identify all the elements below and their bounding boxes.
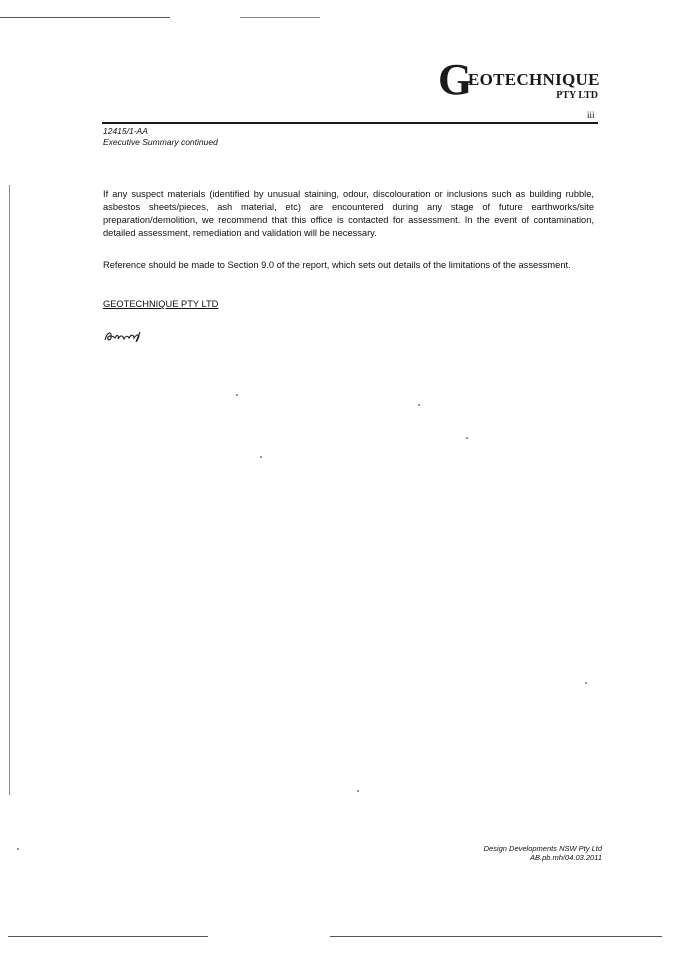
top-scan-line-left: [0, 17, 170, 18]
scan-speck: [260, 456, 262, 458]
company-logo: [438, 55, 600, 104]
bottom-scan-line-left: [8, 936, 208, 937]
top-scan-line-right: [240, 17, 320, 18]
footer-doc-code: AB.pb.mh/04.03.2011: [530, 853, 602, 862]
signature: [103, 326, 147, 344]
logo-subtext: PTY LTD: [556, 90, 598, 101]
bottom-scan-line-right: [330, 936, 662, 937]
header-rule: [102, 122, 598, 124]
logo-text: EOTECHNIQUE: [468, 70, 600, 89]
scan-speck: [17, 848, 19, 850]
scan-speck: [585, 682, 587, 684]
scan-speck: [418, 404, 420, 406]
footer-client: Design Developments NSW Pty Ltd: [483, 844, 602, 853]
scan-speck: [466, 437, 468, 439]
scan-speck: [357, 790, 359, 792]
logo-letter: G: [438, 55, 473, 104]
section-title: Executive Summary continued: [103, 137, 218, 147]
job-number: 12415/1-AA: [103, 126, 148, 136]
company-name: GEOTECHNIQUE PTY LTD: [103, 299, 219, 309]
paragraph-limitations: Reference should be made to Section 9.0 of the report, which sets out details of the limitations of the assessment.: [103, 260, 571, 270]
paragraph-contamination: If any suspect materials (identified by unusual staining, odour, discolouration or inclusions such as building rubble, asbestos sheets/pieces, ash material, etc) are encountered during any stage of future earthworks/site preparation/demolition, we recommend that this office is contacted for assessment. In the event of contamination, detailed assessment, remediation and validation will be necessary.: [103, 189, 594, 238]
scan-margin-line: [9, 185, 10, 795]
scan-speck: [236, 394, 238, 396]
page-number: iii: [587, 110, 595, 120]
